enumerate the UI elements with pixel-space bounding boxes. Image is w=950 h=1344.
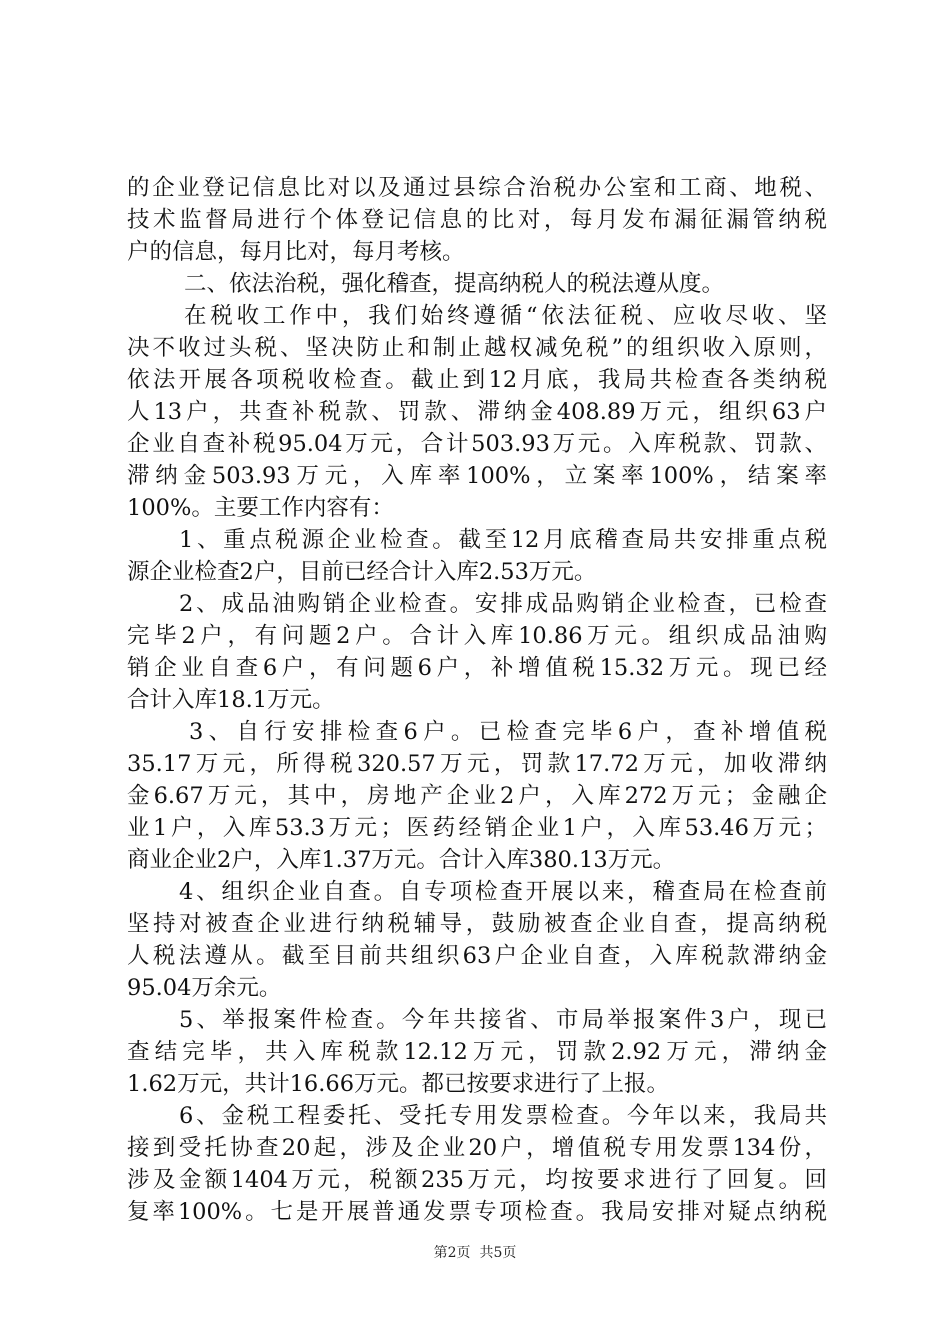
text-line: 3、自行安排检查6户。已检查完毕6户，查补增值税 bbox=[189, 719, 827, 745]
page-total: 共5页 bbox=[479, 1245, 517, 1261]
text-line: 企业自查补税95.04万元，合计503.93万元。入库税款、罚款、 bbox=[127, 431, 827, 457]
text-line: 业1户，入库53.3万元；医药经销企业1户，入库53.46万元； bbox=[127, 815, 827, 841]
text-line: 源企业检查2户，目前已经合计入库2.53万元。 bbox=[127, 559, 597, 585]
text-line: 人13户，共查补税款、罚款、滞纳金408.89万元，组织63户 bbox=[127, 399, 827, 425]
text-line: 合计入库18.1万元。 bbox=[127, 687, 335, 713]
text-line: 5、举报案件检查。今年共接省、市局举报案件3户，现已 bbox=[179, 1007, 827, 1033]
document-body bbox=[127, 172, 827, 1228]
text-line: 95.04万余元。 bbox=[127, 975, 282, 1001]
text-line: 1、重点税源企业检查。截至12月底稽查局共安排重点税 bbox=[179, 527, 827, 553]
text-line: 接到受托协查20起，涉及企业20户，增值税专用发票134份， bbox=[127, 1135, 827, 1161]
text-line: 的企业登记信息比对以及通过县综合治税办公室和工商、地税、 bbox=[127, 175, 827, 201]
page-number: 第2页 bbox=[433, 1245, 471, 1261]
text-line: 技术监督局进行个体登记信息的比对，每月发布漏征漏管纳税 bbox=[127, 207, 827, 233]
text-line: 100%。主要工作内容有： bbox=[127, 495, 394, 521]
text-line: 完毕2户，有问题2户。合计入库10.86万元。组织成品油购 bbox=[127, 623, 827, 649]
text-line: 在税收工作中，我们始终遵循“依法征税、应收尽收、坚 bbox=[184, 303, 827, 329]
text-line: 滞纳金503.93万元，入库率100%，立案率100%，结案率 bbox=[127, 463, 827, 489]
text-line: 人税法遵从。截至目前共组织63户企业自查，入库税款滞纳金 bbox=[127, 943, 827, 969]
text-line: 6、金税工程委托、受托专用发票检查。今年以来，我局共 bbox=[179, 1103, 827, 1129]
text-line: 金6.67万元，其中，房地产企业2户，入库272万元；金融企 bbox=[127, 783, 827, 809]
text-line: 户的信息，每月比对，每月考核。 bbox=[127, 239, 465, 265]
text-line: 4、组织企业自查。自专项检查开展以来，稽查局在检查前 bbox=[179, 879, 827, 905]
text-line: 2、成品油购销企业检查。安排成品购销企业检查，已检查 bbox=[179, 591, 827, 617]
text-line: 决不收过头税、坚决防止和制止越权减免税”的组织收入原则， bbox=[127, 335, 827, 361]
text-line: 1.62万元，共计16.66万元。都已按要求进行了上报。 bbox=[127, 1071, 670, 1097]
text-line: 依法开展各项税收检查。截止到12月底，我局共检查各类纳税 bbox=[127, 367, 827, 393]
text-line: 涉及金额1404万元，税额235万元，均按要求进行了回复。回 bbox=[127, 1167, 827, 1193]
text-line: 二、依法治税，强化稽查，提高纳税人的税法遵从度。 bbox=[184, 271, 725, 297]
text-line: 复率100%。七是开展普通发票专项检查。我局安排对疑点纳税 bbox=[127, 1199, 827, 1225]
text-line: 销企业自查6户，有问题6户，补增值税15.32万元。现已经 bbox=[127, 655, 827, 681]
text-line: 商业企业2户，入库1.37万元。合计入库380.13万元。 bbox=[127, 847, 676, 873]
text-line: 坚持对被查企业进行纳税辅导，鼓励被查企业自查，提高纳税 bbox=[127, 911, 827, 937]
page-footer bbox=[0, 1243, 950, 1263]
text-line: 35.17万元，所得税320.57万元，罚款17.72万元，加收滞纳 bbox=[127, 751, 827, 777]
text-line: 查结完毕，共入库税款12.12万元，罚款2.92万元，滞纳金 bbox=[127, 1039, 827, 1065]
